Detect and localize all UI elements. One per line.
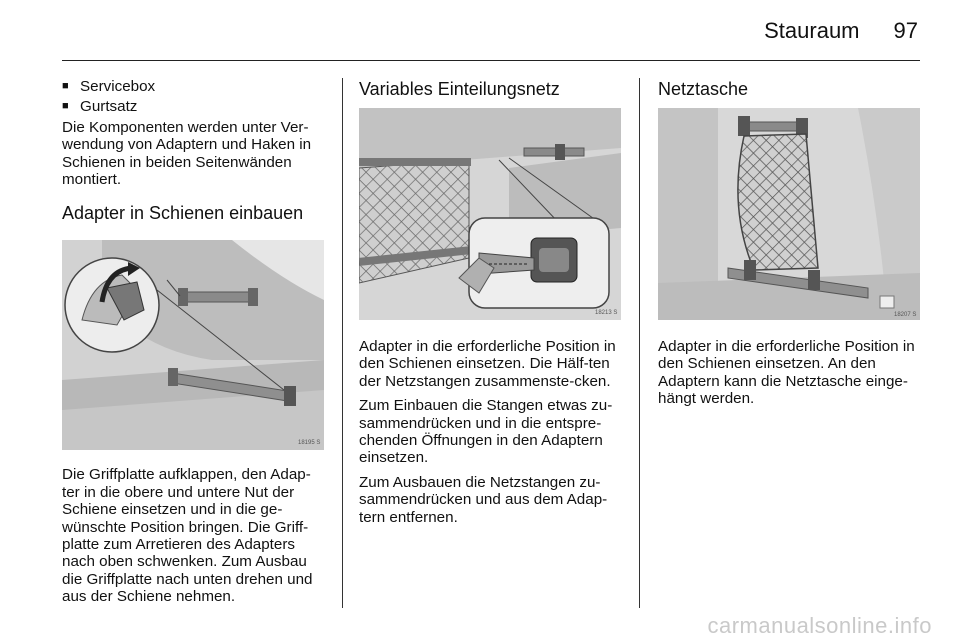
column-divider-2 [639,78,640,608]
column-2 [359,78,622,533]
body-paragraph: Adapter in die erforderliche Position in den Schienen einsetzen. Die Hälf-ten der Netzstangen zusammenste-cken. [359,338,616,390]
body-paragraph: Zum Einbauen die Stangen etwas zu-sammendrücken und in die entspre-chenden Öffnungen in den Adaptern einsetzen. [359,397,613,467]
column-1 [62,78,328,613]
intro-paragraph: Die Komponenten werden unter Ver-wendung von Adaptern und Haken in Schienen in beiden Seitenwänden montiert. [62,118,312,189]
body-paragraph: Zum Ausbauen die Netzstangen zu-sammendrücken und aus dem Adap-tern entfernen. [359,473,608,526]
adapter-illustration [62,240,324,450]
column-3 [658,78,921,415]
figure-id: 18207 S [894,312,917,318]
net-pocket-illustration [658,108,920,320]
figure-id: 18195 S [298,440,321,447]
column-divider-1 [342,78,343,608]
body-paragraph: Die Griffplatte aufklappen, den Adap-ter in die obere und untere Nut der Schiene einsetzen und in die ge-wünschte Position bringen. Die Griff-platte zum Arretieren des Adapters nach oben schwenken. Zum Ausbau die Griffplatte nach unten drehen und aus der Schiene nehmen. [62,466,313,606]
section-title: Stauraum [764,18,860,43]
page-header [764,18,918,46]
watermark: carmanualsonline.info [707,613,932,638]
body-paragraph: Adapter in die erforderliche Position in den Schienen einsetzen. An den Adaptern kann die Netztasche einge-hängt werden. [658,338,915,408]
list-item-text: Servicebox [80,78,156,95]
bullet-square-icon: ■ [62,80,69,92]
list-item [62,78,328,95]
section-heading: Adapter in Schienen einbauen [62,203,304,224]
section-heading: Netztasche [658,79,749,99]
page-number: 97 [893,18,918,43]
divider-net-illustration [359,108,621,320]
section-heading: Variables Einteilungsnetz [359,79,560,99]
list-item-text: Gurtsatz [80,98,138,116]
bullet-square-icon: ■ [62,100,69,113]
net-pocket-figure [658,108,920,320]
figure-id: 18213 S [595,310,618,316]
divider-net-figure [359,108,621,320]
adapter-figure [62,240,324,450]
list-item [62,98,328,115]
header-rule [62,60,920,61]
